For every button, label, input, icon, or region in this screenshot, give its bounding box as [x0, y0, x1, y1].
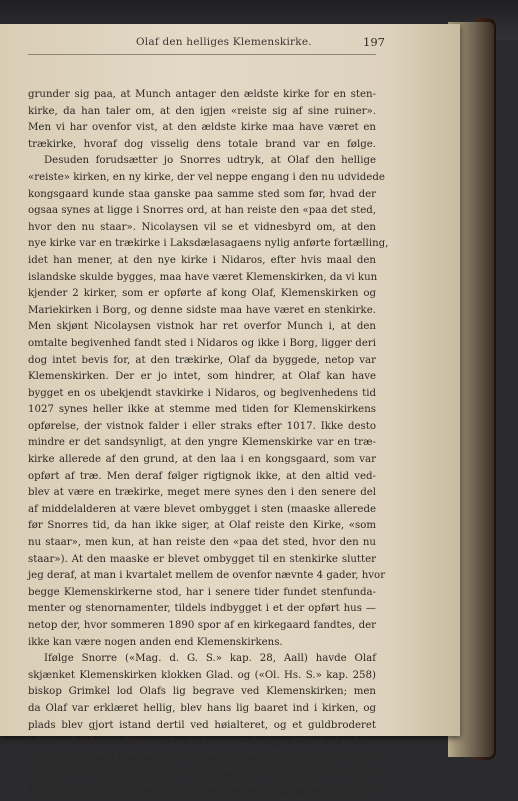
- text-line: kirke, da han taler om, at den igjen «reiste sig af sine ruiner».: [28, 105, 376, 117]
- text-line: plads blev gjort istand dertil ved høialteret, og et guldbroderet: [28, 719, 376, 731]
- text-line: telt (en baldakin) blev reist i kirken over helgenskrinet, der blev: [28, 736, 376, 748]
- text-line: Men vi har ovenfor vist, at den ældste kirke maa have været en: [28, 122, 376, 134]
- text-line: kjender 2 kirker, som er opførte af kong Olaf, Klemenskirken og: [28, 288, 376, 300]
- text-line: staar»). At den maaske er blevet ombygget til en stenkirke slutter: [28, 553, 376, 565]
- running-title: Olaf den helliges Klemenskirke.: [136, 36, 312, 48]
- text-line: blev at være en trækirke, meget mere synes den i den senere del: [28, 487, 376, 499]
- text-line: islandske skulde bygges, maa have været Klemenskirken, da vi kun: [28, 271, 378, 283]
- text-line: skjænket Klemenskirken klokken Glad. og («Ol. Hs. S.» kap. 258): [28, 669, 376, 681]
- text-line: opførelse, der vistnok falder i eller straks efter 1017. Ikke desto: [28, 420, 376, 432]
- text-line: netop der, hvor sommeren 1890 spor af en kirkegaard fandtes, der: [28, 620, 376, 631]
- text-line: hvor den nu staar». Nicolaysen vil se et vidnesbyrd om, at den: [28, 221, 376, 233]
- text-line: omtalte begivenhed fandt sted i Nidaros og ikke i Borg, ligger deri: [28, 337, 376, 349]
- page-number: 197: [363, 35, 385, 49]
- text-line: jeg deraf, at man i kvartalet mellem de ovenfor nævnte 4 gader, hvor: [28, 570, 386, 582]
- text-line: dog intet bevis for, at den trækirke, Olaf da byggede, netop var: [28, 354, 376, 366]
- text-line: idet han mener, at den nye kirke i Nidaros, efter hvis maal den: [28, 254, 376, 266]
- text-line: Desuden forudsætter jo Snorres udtryk, at Olaf den hellige: [44, 155, 376, 167]
- text-line: ogsaa synes at ligge i Snorres ord, at han reiste den «paa det sted,: [28, 205, 376, 217]
- text-line: Men skjønt Nicolaysen vistnok har ret overfor Munch i, at den: [28, 321, 376, 333]
- text-line: ikke kan være nogen anden end Klemenskirkens.: [28, 636, 283, 648]
- text-line: grunder sig paa, at Munch antager den ældste kirke for en sten-: [28, 89, 376, 100]
- header-rule: [28, 54, 376, 55]
- running-header: [28, 35, 385, 54]
- text-line: menter og stenornamenter, tildels indbygget i et der opført hus —: [28, 603, 376, 615]
- text-line: «reiste» kirken, en ny kirke, der vel neppe engang i den nu udvidede: [28, 171, 385, 183]
- text-line: biskop Grimkel lod Olafs lig begrave ved Klemenskirken; men: [28, 686, 376, 698]
- text-line: overtrukket med kostbart tøi. Ogsaa Magnus den godes lig hvilede: [28, 752, 376, 764]
- text-line: 1027 synes heller ikke at stemme med tiden for Klemenskirkens: [28, 404, 376, 416]
- text-line: af middelalderen at være blevet ombygget i sten (maaske allerede: [28, 503, 376, 515]
- text-line: mindre er det sandsynligt, at den yngre Klemenskirke var en træ-: [28, 437, 376, 449]
- text-line: opført af træ. Men deraf følger rigtignok ikke, at den altid ved-: [28, 470, 376, 482]
- text-line: Mariekirken i Borg, og denne sidste maa have været en stenkirke.: [28, 304, 376, 316]
- text-line: trækirke, hvoraf dog visselig dens totale brand var en følge.: [28, 138, 376, 150]
- text-line: kongsgaard kunde staa ganske paa samme sted som før, hvad der: [28, 188, 376, 200]
- text-line: Ifølge Snorre («Mag. d. G. S.» kap. 28, Aall) havde Olaf: [44, 653, 376, 665]
- text-line: Klemenskirken. Der er jo intet, som hindrer, at Olaf kan have: [28, 371, 376, 383]
- body-text: [28, 87, 389, 801]
- text-line: begge Klemenskirkerne stod, har i senere tider fundet stenfunda-: [28, 586, 376, 598]
- text-line: i nogen tid i Klemenskirken («Har. Haardr. S.», kap. 29). Da Olafs-: [28, 769, 376, 781]
- text-line: nu staar», men kun, at han reiste den «paa det sted, hvor den nu: [28, 537, 376, 549]
- text-line: bygget en os ubekjendt stavkirke i Nidaros, og begivenhedens tid: [28, 387, 376, 399]
- text-line: kirke allerede af den grund, at den laa i en kongsgaard, som var: [28, 454, 376, 466]
- text-line: nye kirke var en trækirke i Laksdælasagaens nylig anførte fortælling,: [28, 238, 389, 250]
- text-line: da Olaf var erklæret hellig, blev hans lig baaret ind i kirken, og: [28, 702, 376, 714]
- text-line: kirken ca. 1050 blev færdig, flyttedes begge kongeligene did, hvor-: [28, 785, 377, 797]
- text-line: før Snorres tid, da han ikke siger, at Olaf reiste den Kirke, «som: [28, 520, 376, 532]
